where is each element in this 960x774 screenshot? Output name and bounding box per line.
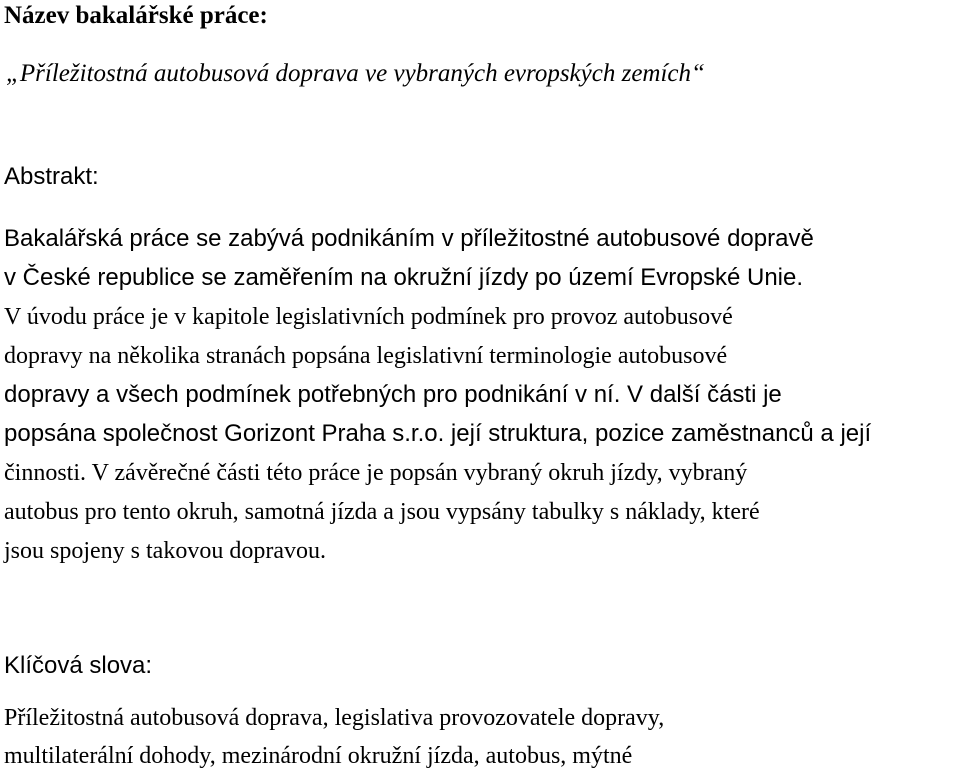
thesis-title-heading: Název bakalářské práce: bbox=[4, 2, 268, 29]
abstract-line: popsána společnost Gorizont Praha s.r.o. její struktura, pozice zaměstnanců a její bbox=[4, 420, 872, 447]
keywords-line: Příležitostná autobusová doprava, legislativa provozovatele dopravy, bbox=[4, 705, 665, 731]
keywords-heading: Klíčová slova: bbox=[4, 652, 153, 679]
abstract-line: V úvodu práce je v kapitole legislativních podmínek pro provoz autobusové bbox=[4, 304, 733, 330]
abstract-line: jsou spojeny s takovou dopravou. bbox=[4, 538, 326, 564]
abstract-line: Bakalářská práce se zabývá podnikáním v příležitostné autobusové dopravě bbox=[4, 225, 814, 252]
keywords-line: multilaterální dohody, mezinárodní okružní jízda, autobus, mýtné bbox=[4, 743, 633, 769]
thesis-title: „Příležitostná autobusová doprava ve vybraných evropských zemích“ bbox=[6, 60, 705, 87]
abstract-line: činnosti. V závěrečné části této práce je popsán vybraný okruh jízdy, vybraný bbox=[4, 460, 748, 486]
abstract-line: autobus pro tento okruh, samotná jízda a jsou vypsány tabulky s náklady, které bbox=[4, 499, 760, 525]
abstract-line: dopravy a všech podmínek potřebných pro podnikání v ní. V další části je bbox=[4, 381, 782, 408]
abstract-line: dopravy na několika stranách popsána legislativní terminologie autobusové bbox=[4, 343, 728, 369]
abstract-line: v České republice se zaměřením na okružní jízdy po území Evropské Unie. bbox=[4, 264, 804, 291]
abstract-heading: Abstrakt: bbox=[4, 163, 99, 190]
